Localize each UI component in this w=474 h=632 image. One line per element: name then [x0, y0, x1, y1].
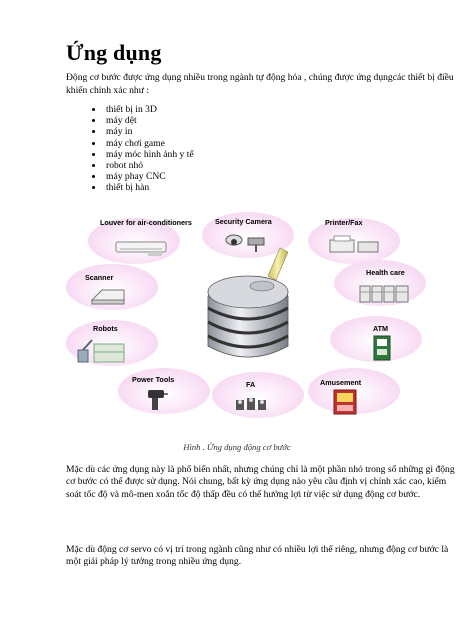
- label-fa: FA: [246, 380, 256, 389]
- body-paragraph-1: Mặc dù các ứng dụng này là phổ biến nhất, nhưng chúng chỉ là một phần nhỏ trong số những gì động cơ bước có thể được sử dụng. Nói chung, bất kỳ ứng dụng nào yêu cầu định vị chính xác cao, kiểm soát tốc độ và mô-men xoắn tốc độ thấp đều có thể hưởng lợi từ việc sử dụng động cơ bước.: [66, 464, 455, 500]
- list-item: thiết bị hàn: [106, 182, 194, 193]
- application-list: [66, 104, 194, 194]
- list-item: thiết bị in 3D: [106, 104, 194, 115]
- label-amusement: Amusement: [320, 378, 362, 387]
- scanner-icon: [88, 284, 128, 306]
- intro-paragraph: Động cơ bước được ứng dụng nhiều trong ngành tự động hóa , chúng được ứng dụngcác thiết bị điều khiển chính xác như :: [66, 72, 454, 96]
- label-robots: Robots: [93, 324, 118, 333]
- healthcare-equipment-icon: [358, 282, 414, 304]
- stepper-motor-icon: [198, 246, 302, 370]
- label-security: Security Camera: [215, 217, 272, 226]
- label-louver: Louver for air-conditioners: [100, 218, 192, 227]
- list-item: máy phay CNC: [106, 171, 194, 182]
- list-item: máy dệt: [106, 115, 194, 126]
- label-powertools: Power Tools: [132, 375, 175, 384]
- label-healthcare: Health care: [366, 268, 405, 277]
- label-scanner: Scanner: [85, 273, 114, 282]
- factory-automation-icon: [234, 394, 270, 414]
- list-item: robot nhỏ: [106, 160, 194, 171]
- figure-caption: Hình . Ứng dụng động cơ bước: [183, 442, 291, 452]
- stepper-applications-diagram: [62, 212, 412, 430]
- body-paragraph-2: Mặc dù động cơ servo có vị trí trong ngành cũng như có nhiều lợi thế riêng, nhưng động cơ bước là một giải pháp lý tưởng trong nhiều ứng dụng.: [66, 544, 449, 568]
- printer-icon: [326, 232, 382, 256]
- robot-icon: [76, 336, 128, 364]
- drill-icon: [146, 386, 168, 412]
- list-item: máy in: [106, 126, 194, 137]
- section-heading: Ứng dụng: [66, 40, 162, 65]
- louver-icon: [114, 238, 170, 258]
- list-item: máy móc hình ảnh y tế: [106, 148, 194, 160]
- arcade-machine-icon: [332, 388, 358, 416]
- label-printer: Printer/Fax: [325, 218, 363, 227]
- list-item: máy chơi game: [106, 138, 194, 149]
- label-atm: ATM: [373, 324, 389, 333]
- atm-icon: [372, 334, 394, 362]
